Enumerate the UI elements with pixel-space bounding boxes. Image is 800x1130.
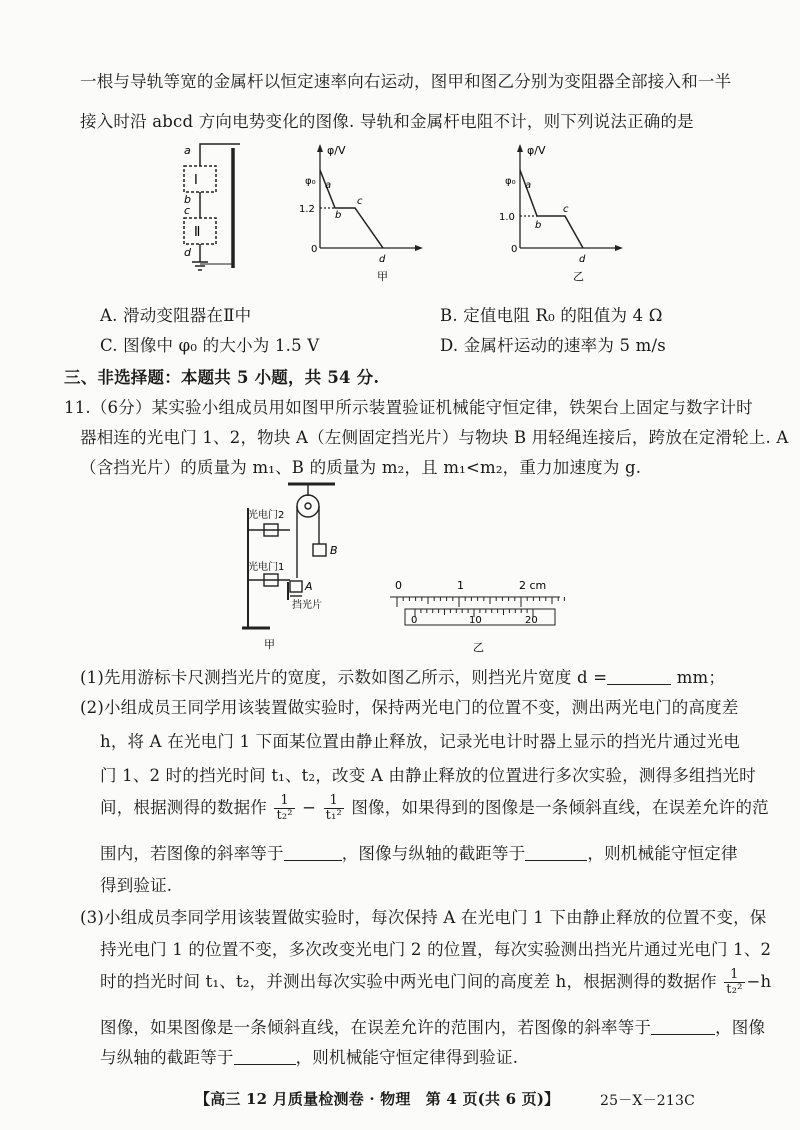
circuit-label-d: d [184,246,191,259]
graph-jia [285,140,425,285]
caliper-vernier-20: 20 [525,615,538,626]
graph-yi-a: a [525,180,532,191]
q11-part1-blank[interactable] [607,683,671,685]
footer-code: 25－X－213C [600,1093,696,1109]
caliper-vernier-10: 10 [469,615,482,626]
q11-part2-line-5c: ，则机械能守恒定律 [587,844,738,863]
graph-yi-ylabel: φ/V [527,144,546,157]
footer-title: 【高三 12 月质量检测卷 · 物理 第 4 页(共 6 页)】 [195,1090,560,1108]
q11-part1-unit: mm； [676,668,726,687]
q11-part3-line-4 [100,1014,765,1038]
graph-yi-b: b [535,220,542,231]
gate2-label: 光电门2 [248,510,285,521]
block-b-label: B [330,544,338,557]
q11-part2-line-3: 门 1、2 时的挡光时间 t₁、t₂，改变 A 由静止释放的位置进行多次实验，测得多组挡光时 [100,766,756,785]
fraction-1-over-t2-squared: $\frac{1}{\text{t₂²}}$ [276,793,293,823]
graph-yi-origin: 0 [511,244,518,255]
q11-part2-line-5b: ，图像与纵轴的截距等于 [341,844,526,863]
graph-yi-d: d [579,254,586,265]
q11-part2-slope-blank[interactable] [284,859,342,861]
graph-yi-tick: 1.0 [499,212,515,223]
graph-yi-caption: 乙 [573,270,584,283]
box-1-label: Ⅰ [194,173,198,188]
q11-line-2: 器相连的光电门 1、2，物块 A（左侧固定挡光片）与物块 B 用轻绳连接后，跨放在定滑轮上. A [80,428,789,447]
graph-jia-d: d [379,254,386,265]
option-c: C. 图像中 φ₀ 的大小为 1.5 V [100,336,320,355]
q11-line-3: （含挡光片）的质量为 m₁、B 的质量为 m₂，且 m₁<m₂，重力加速度为 g. [80,458,642,477]
graph-jia-b: b [335,210,342,221]
q11-part2-line-4 [100,794,769,823]
graph-yi-c: c [563,204,569,215]
q11-part2-line-5 [100,840,738,864]
gate1-label: 光电门1 [248,562,285,573]
caliper-main-1: 1 [457,579,464,592]
caliper-figure [385,575,570,655]
box-2-label: Ⅱ [194,225,201,240]
q11-part3-line-2: 持光电门 1 的位置不变，多次改变光电门 2 的位置，每次实验测出挡光片通过光电门 1、2 [100,940,772,959]
q11-part3-line-3b: −h [746,972,772,991]
shutter-label: 挡光片 [292,600,322,611]
q11-part3-line-4b: ，图像 [715,1018,766,1037]
graph-yi [485,140,625,285]
intro-line-2: 接入时沿 abcd 方向电势变化的图像. 导轨和金属杆电阻不计，则下列说法正确的是 [80,112,694,131]
graph-jia-caption: 甲 [377,270,388,283]
graph-jia-a: a [325,180,332,191]
minus-sign: − [302,798,317,817]
q11-part3-slope-blank[interactable] [651,1033,715,1035]
option-b: B. 定值电阻 R₀ 的阻值为 4 Ω [440,306,663,325]
q11-part2-line-6: 得到验证. [100,876,173,895]
caliper-vernier-0: 0 [411,615,418,626]
caliper-main-2: 2 cm [519,579,547,592]
q11-part3-line-5 [100,1044,518,1068]
q11-part3-line-4a: 图像，如果图像是一条倾斜直线，在误差允许的范围内，若图像的斜率等于 [100,1018,652,1037]
fraction-1-over-t1-squared: $\frac{1}{\text{t₁²}}$ [325,793,342,823]
circuit-label-a: a [184,144,191,157]
q11-part3-line-1: (3)小组成员李同学用该装置做实验时，每次保持 A 在光电门 1 下由静止释放的位置不变，保 [80,908,767,927]
graph-yi-phi0: φ₀ [505,176,516,187]
graph-jia-c: c [357,196,363,207]
apparatus-figure [230,478,360,653]
q11-part3-intercept-blank[interactable] [234,1063,296,1065]
q11-part3-line-5a: 与纵轴的截距等于 [100,1048,234,1067]
q11-part2-line-4a: 间，根据测得的数据作 [100,798,267,817]
apparatus-caption: 甲 [264,638,275,651]
option-d: D. 金属杆运动的速率为 5 m/s [440,336,666,355]
option-a: A. 滑动变阻器在Ⅱ中 [100,306,252,325]
q11-part3-line-3 [100,968,771,997]
graph-jia-phi0: φ₀ [305,176,316,187]
q11-part2-line-4b: 图像，如果得到的图像是一条倾斜直线，在误差允许的范 [351,798,769,817]
circuit-figure [170,140,260,275]
q11-part2-line-2: h，将 A 在光电门 1 下面某位置由静止释放，记录光电计时器上显示的挡光片通过光电 [100,732,740,751]
graph-jia-tick: 1.2 [299,204,315,215]
q11-part2-intercept-blank[interactable] [525,859,587,861]
graph-jia-origin: 0 [311,244,318,255]
intro-line-1: 一根与导轨等宽的金属杆以恒定速率向右运动，图甲和图乙分别为变阻器全部接入和一半 [80,72,732,91]
graph-jia-ylabel: φ/V [327,144,346,157]
circuit-label-b: b [184,193,191,206]
block-a-label: A [305,580,313,593]
q11-part2-line-5a: 围内，若图像的斜率等于 [100,844,284,863]
section-heading: 三、非选择题：本题共 5 小题，共 54 分. [64,368,380,387]
caliper-caption: 乙 [473,641,484,654]
caliper-main-0: 0 [395,579,402,592]
q11-part2-line-1: (2)小组成员王同学用该装置做实验时，保持两光电门的位置不变，测出两光电门的高度差 [80,698,739,717]
circuit-label-c: c [184,204,191,217]
q11-line-1: 11.（6分）某实验小组成员用如图甲所示装置验证机械能守恒定律，铁架台上固定与数字计时 [64,398,753,417]
q11-part3-line-3a: 时的挡光时间 t₁、t₂，并测出每次实验中两光电门间的高度差 h，根据测得的数据作 [100,972,717,991]
q11-part1 [80,664,725,688]
q11-part1-text: (1)先用游标卡尺测挡光片的宽度，示数如图乙所示，则挡光片宽度 d = [80,668,608,687]
q11-part3-line-5b: ，则机械能守恒定律得到验证. [295,1048,519,1067]
fraction-1-over-t2-squared-b: $\frac{1}{\text{t₂²}}$ [726,967,743,997]
